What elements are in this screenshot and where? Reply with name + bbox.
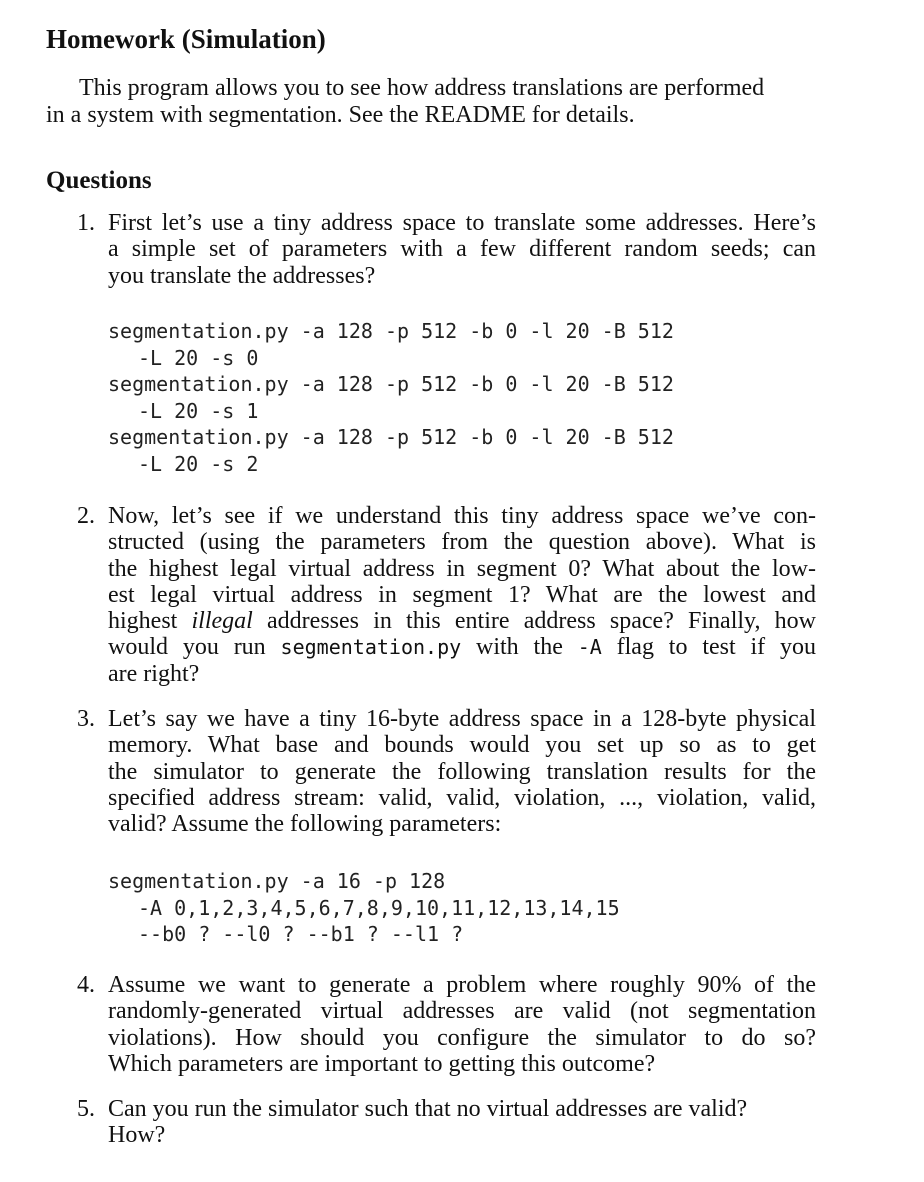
question-line: valid? Assume the following parameters:: [108, 811, 502, 838]
question-1-number: 1.: [77, 210, 95, 236]
inline-code-script: segmentation.py: [280, 635, 462, 660]
questions-heading: Questions: [46, 167, 152, 194]
question-1-code-block: [108, 318, 674, 477]
question-line: [108, 634, 816, 660]
question-line: est legal virtual address in segment 1? What are the lowest and: [108, 581, 816, 608]
question-line: Can you run the simulator such that no virtual addresses are valid?: [108, 1096, 748, 1122]
code-line: -L 20 -s 1: [138, 398, 259, 423]
inline-code-flag: -A: [577, 635, 602, 660]
code-line: segmentation.py -a 128 -p 512 -b 0 -l 20 -B 512: [108, 372, 674, 396]
question-line: How?: [108, 1122, 166, 1149]
question-2-text: [108, 503, 816, 687]
code-line: -L 20 -s 0: [138, 345, 259, 370]
question-3-text: [108, 706, 816, 837]
question-line: Now, let’s see if we understand this tiny address space we’ve con-: [108, 503, 816, 529]
text-run: would you run: [108, 634, 281, 661]
question-line: the simulator to generate the following translation results for the: [108, 758, 816, 785]
question-line: Let’s say we have a tiny 16-byte address space in a 128-byte physical: [108, 706, 816, 732]
question-3-code-block: [108, 868, 620, 948]
intro-paragraph: [46, 75, 826, 129]
question-line: [108, 608, 816, 634]
question-2-number: 2.: [77, 503, 95, 529]
code-line: --b0 ? --l0 ? --b1 ? --l1 ?: [138, 922, 464, 946]
question-line: violations). How should you configure the simulator to do so?: [108, 1024, 816, 1051]
question-4-text: [108, 972, 816, 1077]
question-3-number: 3.: [77, 706, 95, 732]
page-title: Homework (Simulation): [46, 24, 326, 54]
question-line: randomly-generated virtual addresses are valid (not segmentation: [108, 998, 816, 1025]
question-4-number: 4.: [77, 972, 95, 998]
question-line: a simple set of parameters with a few different random seeds; can: [108, 236, 816, 263]
code-line: -A 0,1,2,3,4,5,6,7,8,9,10,11,12,13,14,15: [138, 895, 620, 920]
text-run: flag to test if you: [601, 634, 816, 661]
text-run: highest: [108, 608, 192, 635]
intro-line: This program allows you to see how address translations are performed: [79, 75, 765, 101]
text-run: with the: [461, 634, 578, 661]
question-5-number: 5.: [77, 1096, 95, 1122]
code-line: segmentation.py -a 16 -p 128: [108, 869, 446, 893]
intro-line: in a system with segmentation. See the README for details.: [46, 102, 635, 128]
question-line: First let’s use a tiny address space to translate some addresses. Here’s: [108, 210, 816, 236]
question-line: are right?: [108, 660, 200, 687]
question-line: Assume we want to generate a problem where roughly 90% of the: [108, 972, 816, 998]
question-1-text: [108, 210, 816, 289]
question-line: specified address stream: valid, valid, violation, ..., violation, valid,: [108, 784, 816, 811]
question-line: structed (using the parameters from the question above). What is: [108, 529, 816, 556]
question-line: the highest legal virtual address in segment 0? What about the low-: [108, 555, 816, 582]
text-run: addresses in this entire address space? Finally, how: [252, 608, 816, 635]
code-line: segmentation.py -a 128 -p 512 -b 0 -l 20 -B 512: [108, 319, 674, 343]
question-5-text: [108, 1096, 816, 1149]
question-line: memory. What base and bounds would you set up so as to get: [108, 732, 816, 759]
code-line: -L 20 -s 2: [138, 451, 259, 476]
code-line: segmentation.py -a 128 -p 512 -b 0 -l 20 -B 512: [108, 425, 674, 449]
question-line: Which parameters are important to getting this outcome?: [108, 1050, 656, 1077]
emphasis-illegal: illegal: [191, 608, 253, 635]
question-line: you translate the addresses?: [108, 262, 376, 289]
